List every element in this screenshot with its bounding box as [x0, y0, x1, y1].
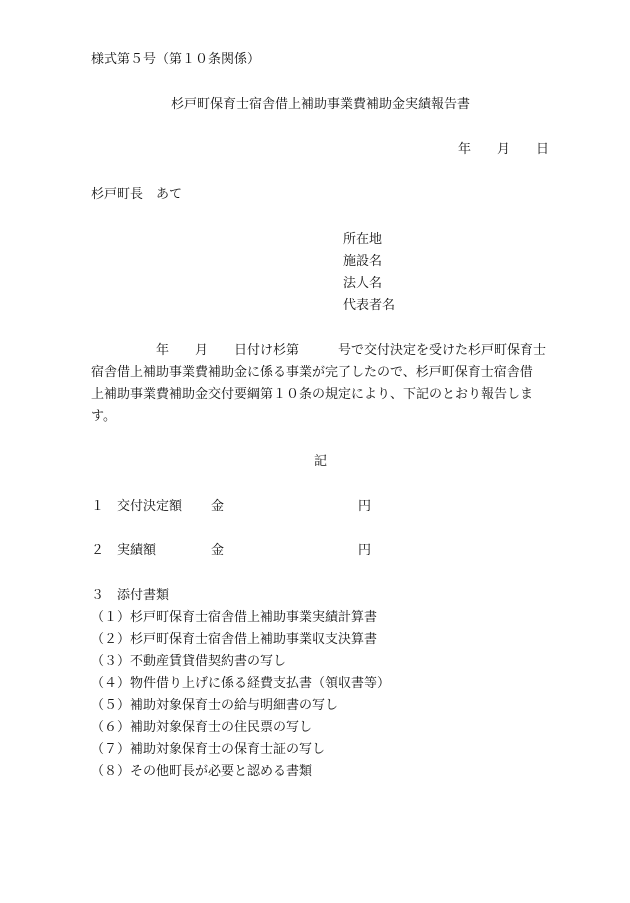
corporation-label: 法人名 [343, 276, 383, 291]
item2-unit: 円 [358, 543, 372, 558]
facility-label: 施設名 [343, 254, 383, 269]
page-title: 杉戸町保育士宿舎借上補助事業費補助金実績報告書 [171, 97, 471, 112]
item2-label: ２ 実績額 [91, 543, 157, 558]
attachment-item: （１）杉戸町保育士宿舎借上補助事業実績計算書 [91, 610, 378, 625]
item3-label: ３ 添付書類 [91, 588, 170, 603]
attachment-item: （４）物件借り上げに係る経費支払書（領収書等） [91, 676, 391, 691]
attachment-item: （３）不動産賃貸借契約書の写し [91, 654, 287, 669]
attachment-item: （２）杉戸町保育士宿舎借上補助事業収支決算書 [91, 632, 378, 647]
attachment-item: （７）補助対象保育士の保育士証の写し [91, 742, 326, 757]
item1-currency-prefix: 金 [211, 499, 225, 514]
attachment-item: （５）補助対象保育士の給与明細書の写し [91, 698, 339, 713]
location-label: 所在地 [343, 232, 383, 247]
representative-label: 代表者名 [343, 298, 396, 313]
item1-label: １ 交付決定額 [91, 499, 183, 514]
ki-heading: 記 [314, 454, 328, 469]
item2-currency-prefix: 金 [211, 543, 225, 558]
addressee: 杉戸町長 あて [91, 187, 183, 202]
body-line-4: す。 [91, 409, 116, 424]
date-line: 年 月 日 [458, 142, 550, 157]
item1-unit: 円 [358, 499, 372, 514]
form-number: 様式第５号（第１０条関係） [91, 52, 261, 67]
body-line-1: 年 月 日付け杉第 号で交付決定を受けた杉戸町保育士 [91, 343, 547, 358]
body-line-2: 宿舎借上補助事業費補助金に係る事業が完了したので、杉戸町保育士宿舎借 [91, 365, 533, 380]
attachment-item: （６）補助対象保育士の住民票の写し [91, 720, 313, 735]
body-line-3: 上補助事業費補助金交付要綱第１０条の規定により、下記のとおり報告しま [91, 387, 534, 402]
attachment-item: （８）その他町長が必要と認める書類 [91, 764, 313, 779]
